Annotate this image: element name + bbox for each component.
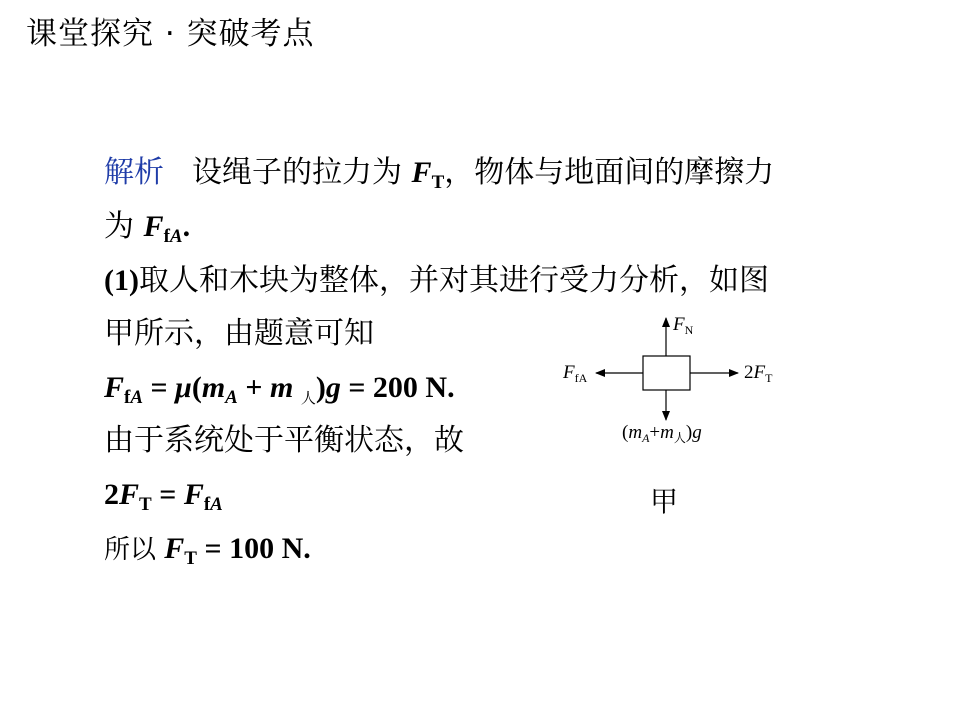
- diagram-caption: 甲: [650, 485, 679, 518]
- coefficient: 2: [104, 478, 119, 511]
- force-symbol: F: [104, 371, 125, 404]
- force-subscript: A: [210, 494, 223, 515]
- step-number: (1): [104, 264, 139, 297]
- mass-symbol: m: [201, 371, 226, 404]
- paren: ): [315, 371, 326, 404]
- force-symbol: F: [411, 156, 432, 189]
- paren: (: [191, 371, 202, 404]
- label-subscript: fA: [574, 371, 588, 385]
- force-subscript: T: [139, 494, 152, 515]
- label-subscript: N: [684, 323, 694, 337]
- mass-symbol: m: [269, 371, 301, 404]
- label-symbol: g: [692, 422, 702, 443]
- equals: =: [143, 371, 176, 404]
- mu-symbol: μ: [175, 371, 192, 404]
- label-paren: ): [685, 422, 693, 443]
- force-subscript: f: [163, 226, 170, 247]
- label-subscript: A: [642, 431, 650, 445]
- mass-subscript: A: [225, 387, 238, 408]
- force-subscript: A: [130, 387, 144, 408]
- equation-result: = 200 N.: [340, 371, 455, 404]
- plus: +: [237, 371, 270, 404]
- label-plus: +: [649, 422, 661, 443]
- mass-subscript: 人: [300, 389, 316, 407]
- keyword-jiexi: 解析: [104, 155, 164, 190]
- force-subscript: T: [184, 548, 197, 569]
- label-symbol: m: [660, 422, 674, 443]
- force-subscript: A: [169, 226, 183, 247]
- force-symbol: F: [119, 478, 140, 511]
- block-box: [643, 356, 690, 390]
- label-subscript: 人: [673, 431, 686, 445]
- label-symbol: F: [673, 314, 685, 335]
- force-subscript: f: [203, 494, 211, 515]
- line-3-text: 取人和木块为整体，并对其进行受力分析，如图: [138, 263, 769, 298]
- force-symbol: F: [164, 532, 185, 565]
- line-6-text: 由于系统处于平衡状态，故: [104, 423, 464, 458]
- line-8-text: 所以: [104, 535, 165, 565]
- slide-header: 课堂探究 · 突破考点: [26, 16, 315, 52]
- line-2-text: 为: [104, 209, 144, 244]
- label-paren: (: [622, 422, 629, 443]
- force-subscript: f: [124, 387, 131, 408]
- label-coefficient: 2: [744, 362, 754, 383]
- force-symbol: F: [143, 210, 164, 243]
- label-symbol: F: [753, 362, 766, 383]
- label-subscript: T: [765, 371, 773, 385]
- line-4-text: 甲所示，由题意可知: [104, 316, 374, 351]
- normal-force-label: [673, 314, 693, 338]
- line-1-text-a: 设绳子的拉力为: [192, 155, 412, 190]
- label-symbol: m: [628, 422, 643, 443]
- equation-result: = 100 N.: [196, 532, 311, 565]
- label-symbol: F: [563, 362, 575, 383]
- force-symbol: F: [183, 478, 204, 511]
- period: .: [182, 210, 191, 243]
- tension-force-label: [744, 362, 772, 386]
- force-subscript: T: [431, 172, 445, 193]
- gravity-symbol: g: [325, 371, 341, 404]
- line-1-text-b: ，物体与地面间的摩擦力: [444, 155, 775, 190]
- gravity-label: [622, 422, 702, 446]
- equals: =: [151, 478, 184, 511]
- friction-force-label: [563, 362, 587, 386]
